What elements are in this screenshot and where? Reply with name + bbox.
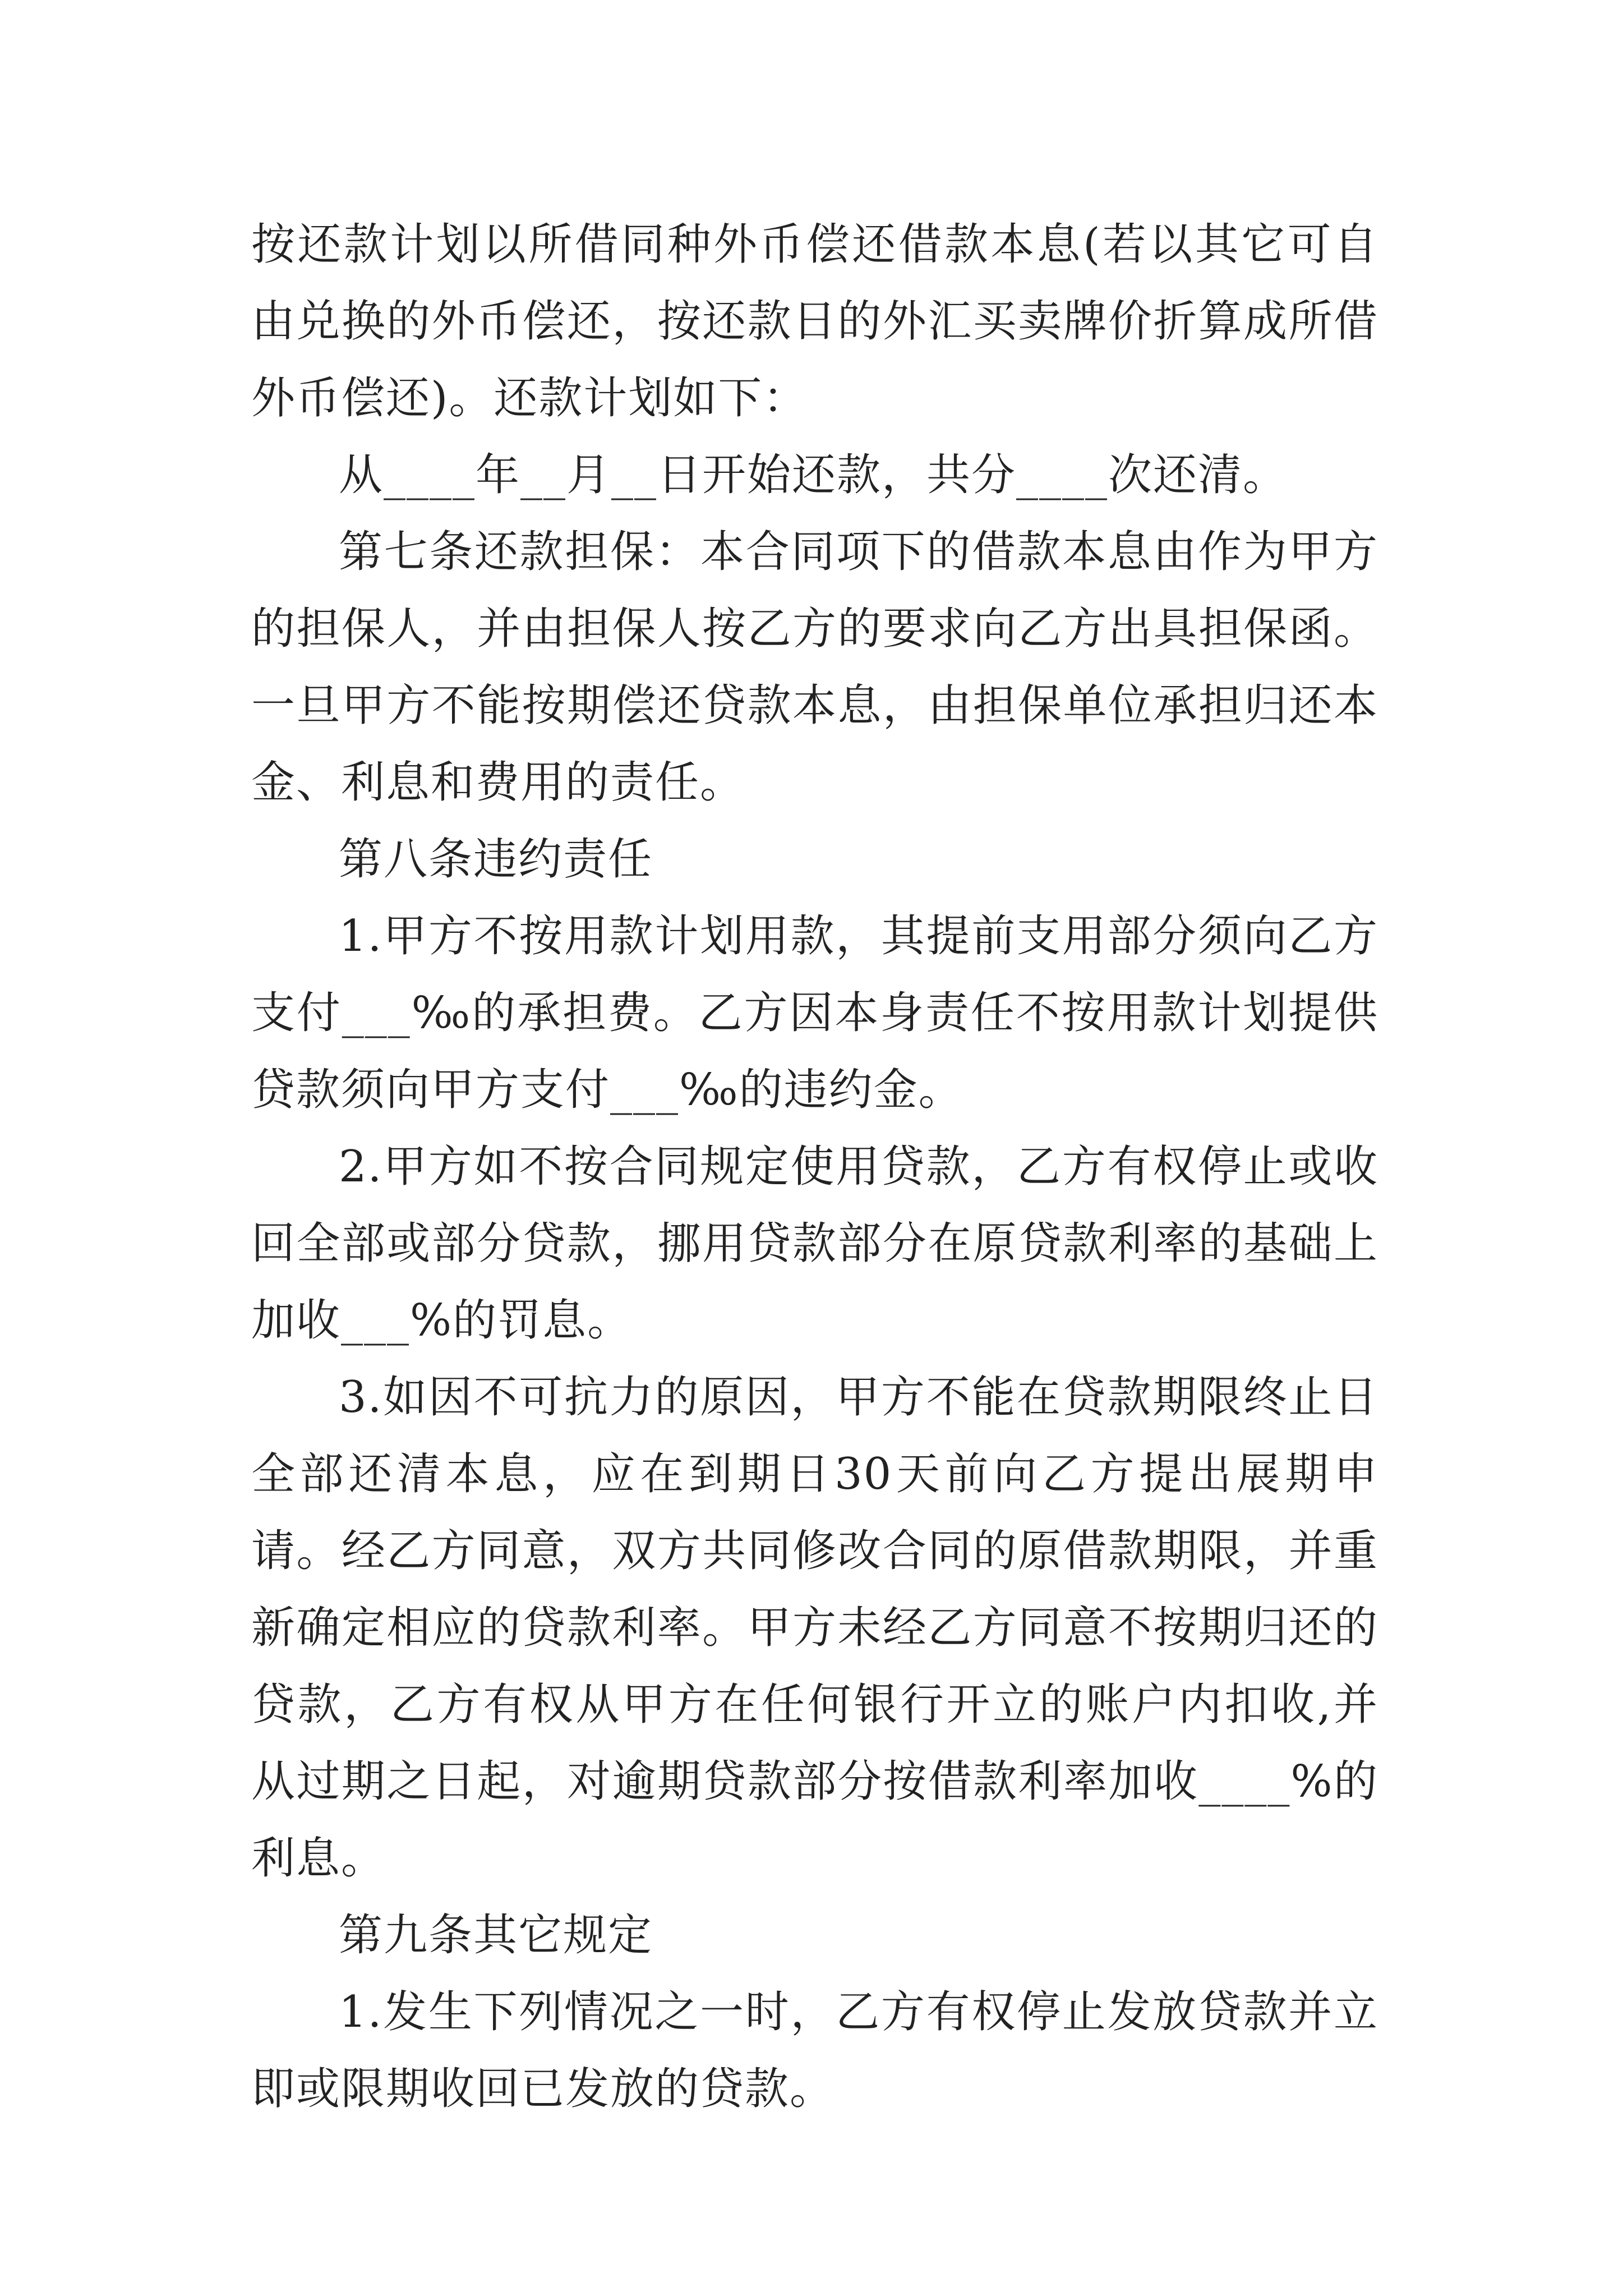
heading-article-9-other: 第九条其它规定 (339, 1910, 653, 1961)
paragraph-repayment-schedule: 从____年__月__日开始还款，共分____次还清。 (339, 450, 1288, 500)
paragraph-article-8-item-2: 2.甲方如不按合同规定使用贷款，乙方有权停止或收回全部或部分贷款，挪用贷款部分在原贷款利率的基础上加收___%的罚息。 (251, 1142, 1378, 1346)
document-body (251, 206, 1378, 2128)
heading-article-8-liability: 第八条违约责任 (339, 834, 653, 885)
paragraph-repayment-currency: 按还款计划以所借同种外币偿还借款本息(若以其它可自由兑换的外币偿还，按还款日的外汇买卖牌价折算成所借外币偿还)。还款计划如下： (251, 219, 1378, 424)
paragraph-article-7-guarantee: 第七条还款担保：本合同项下的借款本息由作为甲方的担保人，并由担保人按乙方的要求向乙方出具担保函。一旦甲方不能按期偿还贷款本息，由担保单位承担归还本金、利息和费用的责任。 (251, 527, 1378, 808)
paragraph-article-9-item-1: 1.发生下列情况之一时，乙方有权停止发放贷款并立即或限期收回已发放的贷款。 (251, 1987, 1378, 2114)
paragraph-article-8-item-3: 3.如因不可抗力的原因，甲方不能在贷款期限终止日全部还清本息，应在到期日30天前向乙方提出展期申请。经乙方同意，双方共同修改合同的原借款期限，并重新确定相应的贷款利率。甲方未经乙方同意不按期归还的贷款，乙方有权从甲方在任何银行开立的账户内扣收,并从过期之日起，对逾期贷款部分按借款利率加收____%的利息。 (251, 1372, 1378, 1884)
paragraph-article-8-item-1: 1.甲方不按用款计划用款，其提前支用部分须向乙方支付___‰的承担费。乙方因本身责任不按用款计划提供贷款须向甲方支付___‰的违约金。 (251, 911, 1378, 1115)
